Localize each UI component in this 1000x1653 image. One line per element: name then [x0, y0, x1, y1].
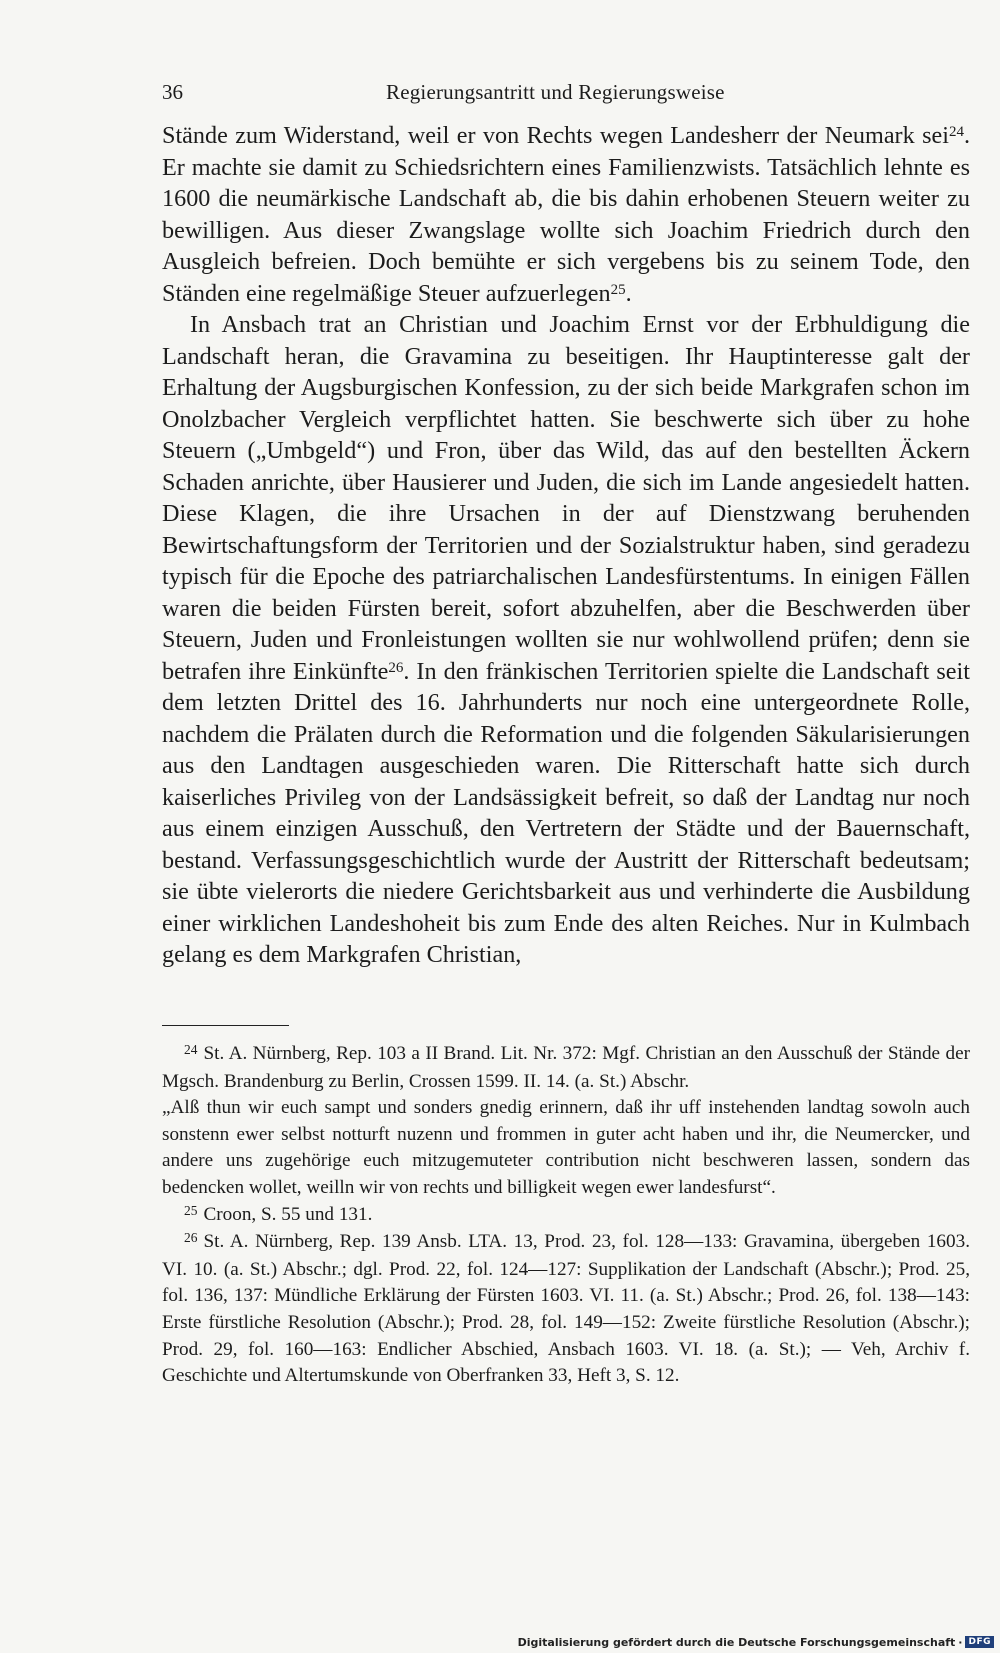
footnote-24-quote: „Alß thun wir euch sampt und sonders gnedig erinnern, daß ihr uff instehenden landtag sowoln auch sonstenn ewer selbst notturft nuzenn und frommen in guter acht haben und ihr, die Neumercker, und andere uns zugehörige euch mitzugemuteter contribution nicht beschweren lassen, sondern das bedencken wollet, weilln wir von rechts und billigkeit wegen ewer landesfurst“.	[162, 1097, 970, 1198]
paragraph-2-part-a: In Ansbach trat an Christian und Joachim Ernst vor der Erbhuldigung die Landschaft heran, die Gravamina zu beseitigen. Ihr Hauptinteresse galt der Erhaltung der Augsburgischen Konfession, zu der sich beide Markgrafen schon im Onolzbacher Vergleich verpflichtet hatten. Sie beschwerte sich über zu hohe Steuern („Umbgeld“) und Fron, über das Wild, das auf den bestellten Äckern Schaden anrichte, über Hausierer und Juden, die sich im Lande angesiedelt hatten. Diese Klagen, die ihre Ursachen in der auf Dienstzwang beruhenden Bewirtschaftungsform der Territorien und der Sozialstruktur haben, sind geradezu typisch für die Epoche des patriarchalischen Landesfürstentums. In einigen Fällen waren die beiden Fürsten bereit, sofort abzuhelfen, aber die Beschwerden über Steuern, Juden und Fronleistungen wollten sie nur wohlwollend prüfen; denn sie betrafen ihre Einkünfte	[162, 311, 970, 685]
paragraph-1-part-c: .	[625, 279, 632, 307]
running-title: Regierungsantritt und Regierungsweise	[386, 80, 725, 104]
footnote-24-number: 24	[184, 1042, 198, 1058]
footnote-24	[162, 1041, 970, 1095]
paragraph-1	[162, 120, 970, 309]
credit-text: Digitalisierung gefördert durch die Deutsche Forschungsgemeinschaft	[517, 1635, 956, 1649]
footnote-ref-24: 24	[948, 124, 964, 141]
page-header	[162, 80, 970, 108]
page-number: 36	[162, 80, 183, 104]
paragraph-1-part-b: . Er machte sie damit zu Schiedsrichtern eines Familienzwists. Tatsächlich lehnte es 1600 die neumärkische Landschaft ab, die bis dahin erhobenen Steuern weiter zu bewilligen. Aus dieser Zwangslage wollte sich Joachim Friedrich durch den Ausgleich befreien. Doch bemühte er sich vergebens bis zu seinem Tode, den Ständen eine regelmäßige Steuer aufzuerlegen	[162, 122, 970, 307]
footnotes	[162, 1041, 970, 1390]
footnote-ref-25: 25	[610, 281, 626, 298]
footnote-ref-26: 26	[388, 659, 404, 676]
footnote-25	[162, 1202, 970, 1230]
digitization-credit	[518, 1634, 994, 1650]
paragraph-2	[162, 309, 970, 971]
dfg-logo: ·	[958, 1635, 963, 1649]
paragraph-1-part-a: Stände zum Widerstand, weil er von Rechts wegen Landesherr der Neumark sei	[162, 122, 949, 149]
footnote-25-number: 25	[184, 1202, 198, 1218]
main-text	[162, 120, 970, 971]
footnote-26	[162, 1229, 970, 1390]
footnote-24-text: St. A. Nürnberg, Rep. 103 a II Brand. Lit. Nr. 372: Mgf. Christian an den Ausschuß der Stände der Mgsch. Brandenburg zu Berlin, Crossen 1599. II. 14. (a. St.) Abschr.	[162, 1043, 970, 1092]
footnote-26-text: St. A. Nürnberg, Rep. 139 Ansb. LTA. 13, Prod. 23, fol. 128—133: Gravamina, übergeben 1603. VI. 10. (a. St.) Abschr.; dgl. Prod. 22, fol. 124—127: Supplikation der Landschaft (Abschr.); Prod. 25, fol. 136, 137: Mündliche Erklärung der Fürsten 1603. VI. 11. (a. St.) Abschr.; Prod. 26, fol. 138—143: Erste fürstliche Resolution (Abschr.); Prod. 28, fol. 149—152: Zweite fürstliche Resolution (Abschr.); Prod. 29, fol. 160—163: Endlicher Abschied, Ansbach 1603. VI. 18. (a. St.); — Veh, Archiv f. Geschichte und Altertumskunde von Oberfranken 33, Heft 3, S. 12.	[162, 1231, 970, 1387]
paragraph-2-part-b: . In den fränkischen Territorien spielte die Landschaft seit dem letzten Drittel des 16. Jahrhunderts nur noch eine untergeordnete Rolle, nachdem die Prälaten durch die Reformation und die folgenden Säkularisierungen aus den Landtagen ausgeschieden waren. Die Ritterschaft hatte sich durch kaiserliches Privileg von der Landsässigkeit befreit, so daß der Landtag nur noch aus einem einzigen Ausschuß, den Vertretern der Städte und der Bauernschaft, bestand. Verfassungsgeschichtlich wurde der Austritt der Ritterschaft bedeutsam; sie übte vielerorts die niedere Gerichtsbarkeit aus und verhinderte die Ausbildung einer wirklichen Landeshoheit bis zum Ende des alten Reiches. Nur in Kulmbach gelang es dem Markgrafen Christian,	[162, 657, 970, 968]
footnote-divider	[162, 1025, 289, 1026]
footnote-26-number: 26	[184, 1230, 198, 1246]
dfg-logo-icon: DFG	[965, 1636, 994, 1648]
footnote-25-text: Croon, S. 55 und 131.	[203, 1203, 373, 1225]
